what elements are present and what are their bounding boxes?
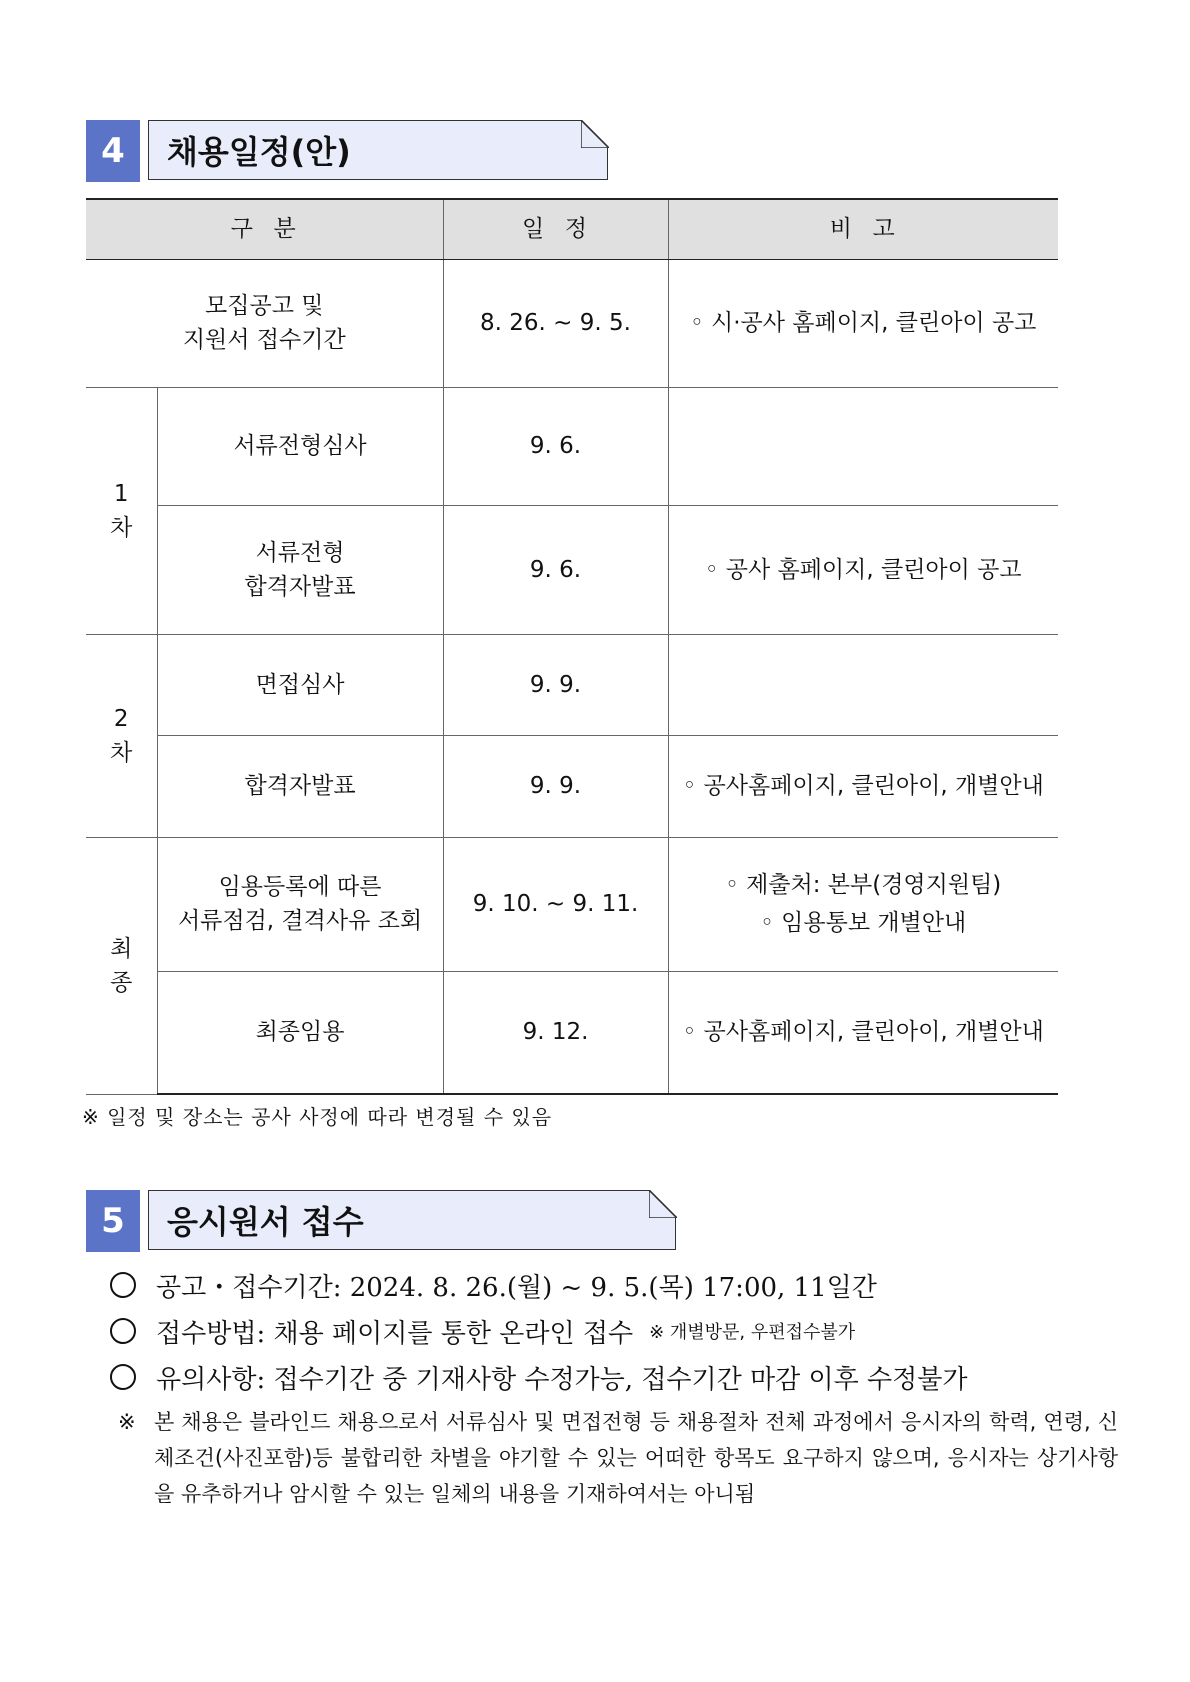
table-row (86, 971, 1058, 1094)
stage-label: 2 차 (110, 705, 133, 766)
schedule-table (86, 198, 1058, 1095)
list-item (110, 1262, 1110, 1308)
remark-text: ◦ 임용통보 개별안내 (760, 910, 967, 936)
item-cell: 최종임용 (157, 971, 443, 1094)
header-category: 구 분 (86, 199, 443, 259)
item-text: 모집공고 및 지원서 접수기간 (182, 293, 346, 353)
remark-text: ◦ 시·공사 홈페이지, 클린아이 공고 (690, 310, 1037, 336)
item-cell (86, 259, 443, 387)
stage-label: 최 종 (110, 935, 133, 996)
table-row (86, 634, 1058, 735)
remarks-cell (668, 634, 1058, 735)
date-cell: 9. 6. (443, 387, 668, 505)
blind-hiring-notice (118, 1404, 1118, 1512)
table-row (86, 837, 1058, 971)
item-text: 공고・접수기간: 2024. 8. 26.(월) ~ 9. 5.(목) 17:00, 11일간 (156, 1272, 877, 1303)
schedule-footnote: ※ 일정 및 장소는 공사 사정에 따라 변경될 수 있음 (82, 1105, 553, 1129)
list-item (110, 1354, 1110, 1400)
stage-cell (86, 634, 157, 837)
date-cell: 8. 26. ~ 9. 5. (443, 259, 668, 387)
notice-mark: ※ (118, 1410, 136, 1434)
item-cell (157, 505, 443, 634)
remarks-cell (668, 837, 1058, 971)
date-cell: 9. 9. (443, 634, 668, 735)
table-row (86, 387, 1058, 505)
item-cell (157, 837, 443, 971)
page-fold-icon (581, 120, 609, 148)
table-header-row (86, 199, 1058, 259)
remark-text: ◦ 공사 홈페이지, 클린아이 공고 (704, 556, 1022, 583)
circle-bullet-icon (110, 1272, 136, 1298)
remark-text: ◦ 공사홈페이지, 클린아이, 개별안내 (682, 1019, 1044, 1046)
remarks-cell (668, 971, 1058, 1094)
item-text: 서류전형 합격자발표 (244, 539, 356, 600)
circle-bullet-icon (110, 1318, 136, 1344)
remark-text: ◦ 공사홈페이지, 클린아이, 개별안내 (682, 773, 1044, 799)
item-cell: 서류전형심사 (157, 387, 443, 505)
section-number: 4 (86, 120, 140, 182)
schedule-table-wrap (86, 198, 1058, 1095)
item-small-note: ※ 개별방문, 우편접수불가 (649, 1322, 856, 1343)
list-item (110, 1308, 1110, 1354)
stage-cell (86, 387, 157, 634)
table-row (86, 505, 1058, 634)
notice-text: 본 채용은 블라인드 채용으로서 서류심사 및 면접전형 등 채용절차 전체 과정에서 응시자의 학력, 연령, 신체조건(사진포함)등 불합리한 차별을 야기할 수 있는 어떠한 항목도 요구하지 않으며, 응시자는 상기사항을 유추하거나 암시할 수 있는 일체의 내용을 기재하여서는 아니됨 (154, 1410, 1118, 1506)
date-cell: 9. 6. (443, 505, 668, 634)
remarks-cell (668, 259, 1058, 387)
header-schedule: 일 정 (443, 199, 668, 259)
remarks-cell (668, 505, 1058, 634)
table-row (86, 735, 1058, 837)
header-remarks: 비 고 (668, 199, 1058, 259)
section-title: 채용일정(안) (167, 133, 351, 171)
item-cell: 합격자발표 (157, 735, 443, 837)
section-title-box (148, 120, 608, 180)
stage-cell (86, 837, 157, 1094)
section-title-box (148, 1190, 676, 1250)
remark-text: ◦ 제출처: 본부(경영지원팀) (725, 872, 1002, 898)
circle-bullet-icon (110, 1364, 136, 1390)
item-text: 접수방법: 채용 페이지를 통한 온라인 접수 (156, 1318, 634, 1349)
item-cell: 면접심사 (157, 634, 443, 735)
remarks-cell (668, 735, 1058, 837)
date-cell: 9. 10. ~ 9. 11. (443, 837, 668, 971)
item-text: 임용등록에 따른 서류점검, 결격사유 조회 (177, 874, 423, 934)
section-number: 5 (86, 1190, 140, 1252)
application-items (110, 1262, 1110, 1400)
page-fold-icon (649, 1190, 677, 1218)
date-cell: 9. 9. (443, 735, 668, 837)
table-row (86, 259, 1058, 387)
date-cell: 9. 12. (443, 971, 668, 1094)
item-text: 유의사항: 접수기간 중 기재사항 수정가능, 접수기간 마감 이후 수정불가 (156, 1364, 968, 1395)
section-title: 응시원서 접수 (167, 1203, 364, 1241)
remarks-cell (668, 387, 1058, 505)
stage-label: 1 차 (110, 480, 133, 541)
